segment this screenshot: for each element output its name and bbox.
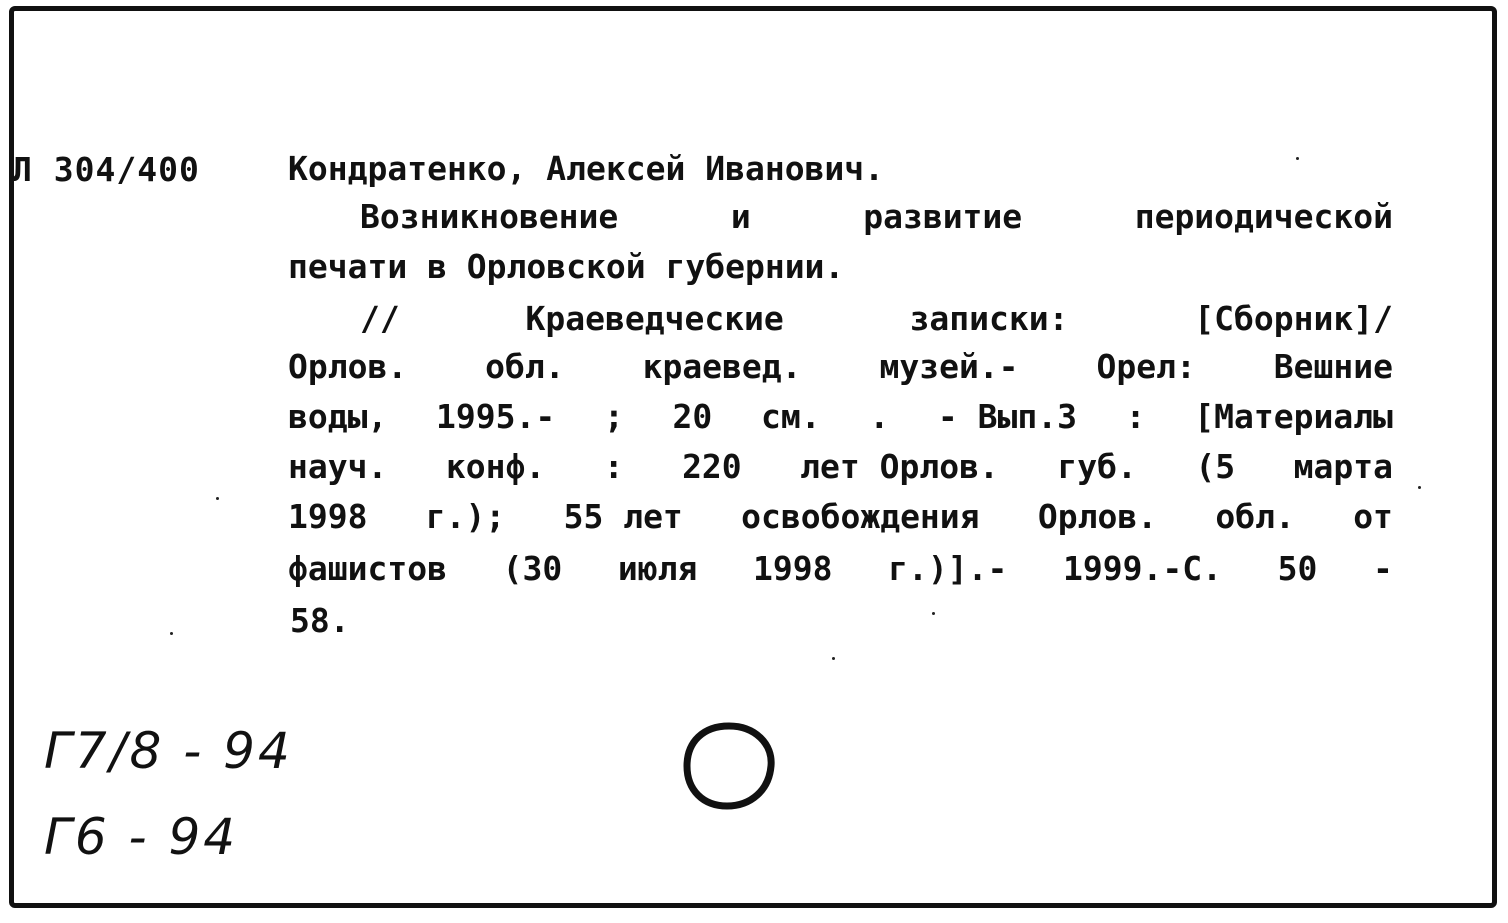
word: 1998 bbox=[288, 497, 368, 536]
speck bbox=[170, 632, 173, 635]
word: науч. bbox=[288, 447, 388, 486]
word: лет Орлов. bbox=[800, 447, 999, 486]
word: записки: bbox=[909, 299, 1069, 338]
word: развитие bbox=[863, 197, 1023, 236]
word: . bbox=[869, 397, 890, 436]
source-line-2 bbox=[288, 347, 1393, 386]
word: 50 bbox=[1277, 549, 1318, 588]
word: от bbox=[1353, 497, 1393, 536]
pages-end-line: 58. bbox=[290, 601, 350, 640]
handwritten-note-2: Г6 - 94 bbox=[44, 808, 239, 866]
word: Орлов. bbox=[1037, 497, 1158, 536]
word: г.)].- bbox=[888, 549, 1008, 588]
source-line-3 bbox=[288, 397, 1393, 436]
word: периодической bbox=[1134, 197, 1393, 236]
word: Вешние bbox=[1273, 347, 1393, 386]
word: 1995.- bbox=[436, 397, 556, 436]
word: - Вып.3 bbox=[937, 397, 1077, 436]
speck bbox=[832, 657, 835, 660]
word: Возникновение bbox=[360, 197, 619, 236]
word: музей.- bbox=[879, 347, 1019, 386]
word: // bbox=[360, 299, 400, 338]
circle-hole-icon bbox=[681, 720, 777, 812]
word: Краеведческие bbox=[525, 299, 784, 338]
word: - bbox=[1373, 549, 1393, 588]
word: г.); bbox=[425, 497, 506, 536]
word: конф. bbox=[445, 447, 546, 486]
word: Орел: bbox=[1096, 347, 1196, 386]
speck bbox=[216, 497, 219, 500]
word: освобождения bbox=[741, 497, 980, 536]
word: 220 bbox=[682, 447, 742, 486]
handwritten-note-1: Г7/8 - 94 bbox=[44, 722, 293, 780]
word: июля bbox=[617, 549, 698, 588]
source-line-4 bbox=[288, 447, 1393, 486]
word: Орлов. bbox=[288, 347, 408, 386]
title-line-1 bbox=[360, 197, 1393, 236]
word: и bbox=[730, 197, 751, 236]
word: 20 bbox=[672, 397, 713, 436]
word: : bbox=[1125, 397, 1146, 436]
title-line-2: печати в Орловской губернии. bbox=[288, 247, 845, 286]
source-line-6 bbox=[288, 549, 1393, 588]
word: воды, bbox=[288, 397, 388, 436]
word: обл. bbox=[1215, 497, 1295, 536]
word: [Сборник]/ bbox=[1194, 299, 1393, 338]
word: обл. bbox=[485, 347, 565, 386]
word: (30 bbox=[502, 549, 563, 588]
shelfmark: Л 304/400 bbox=[12, 150, 200, 189]
source-line-1 bbox=[360, 299, 1393, 338]
speck bbox=[932, 612, 935, 615]
author-heading: Кондратенко, Алексей Иванович. bbox=[288, 149, 885, 188]
word: 55 лет bbox=[563, 497, 683, 536]
source-line-5 bbox=[288, 497, 1393, 536]
word: (5 bbox=[1195, 447, 1236, 486]
word: губ. bbox=[1057, 447, 1137, 486]
word: ; bbox=[603, 397, 624, 436]
word: [Материалы bbox=[1194, 397, 1393, 436]
word: см. bbox=[761, 397, 821, 436]
speck bbox=[1296, 157, 1299, 160]
word: 1999.-С. bbox=[1063, 549, 1222, 588]
word: : bbox=[603, 447, 624, 486]
speck bbox=[1418, 486, 1421, 489]
word: марта bbox=[1293, 447, 1393, 486]
word: краевед. bbox=[642, 347, 802, 386]
word: 1998 bbox=[753, 549, 833, 588]
word: фашистов bbox=[288, 549, 447, 588]
